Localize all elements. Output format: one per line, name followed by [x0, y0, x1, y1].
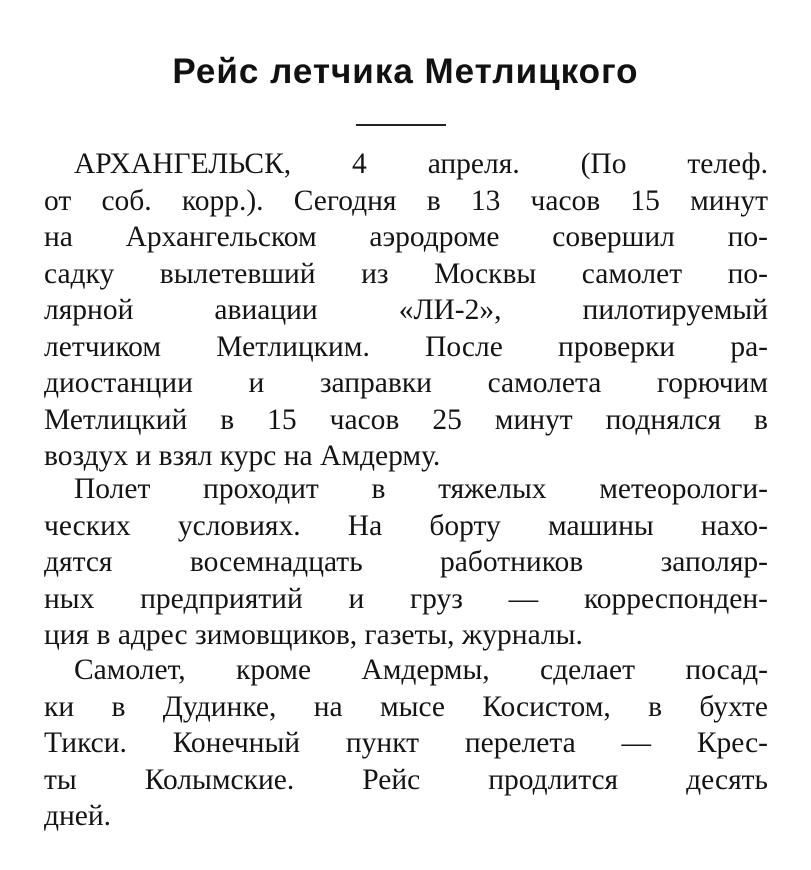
article-paragraph-2: [44, 471, 768, 654]
text-line: ты Колымские. Рейс продлится десять: [44, 763, 768, 796]
text-line: ция в адрес зимовщиков, газеты, журналы.: [44, 619, 583, 651]
article-paragraph-3: [44, 652, 768, 835]
text-line: Метлицкий в 15 часов 25 минут поднялся в: [44, 403, 768, 436]
article-headline: Рейс летчика Метлицкого: [172, 52, 639, 91]
text-line: летчиком Метлицким. После проверки ра-: [44, 330, 768, 363]
text-line: Самолет, кроме Амдермы, сделает посад-: [74, 654, 768, 686]
text-line: Полет проходит в тяжелых метеорологи-: [74, 473, 768, 505]
text-line: дней.: [44, 800, 112, 832]
text-line: на Архангельском аэродроме совершил по-: [44, 221, 768, 253]
text-line: дятся восемнадцать работников заполяр-: [44, 546, 768, 578]
text-line: ных предприятий и груз — корреспонден-: [44, 582, 768, 615]
text-line: ки в Дудинке, на мысе Косистом, в бухте: [44, 690, 768, 723]
text-line: от соб. корр.). Сегодня в 13 часов 15 минут: [44, 184, 768, 217]
article-paragraph-1: [44, 146, 768, 475]
headline-divider: [356, 124, 446, 126]
text-line: лярной авиации «ЛИ-2», пилотируемый: [44, 294, 768, 326]
text-line: Тикси. Конечный пункт перелета — Крес-: [44, 727, 768, 759]
text-line: воздух и взял курс на Амдерму.: [44, 440, 441, 472]
text-line: садку вылетевший из Москвы самолет по-: [44, 257, 768, 290]
text-line: ческих условиях. На борту машины нахо-: [44, 509, 768, 542]
text-line: диостанции и заправки самолета горючим: [44, 367, 768, 399]
text-line: АРХАНГЕЛЬСК, 4 апреля. (По телеф.: [74, 148, 768, 180]
